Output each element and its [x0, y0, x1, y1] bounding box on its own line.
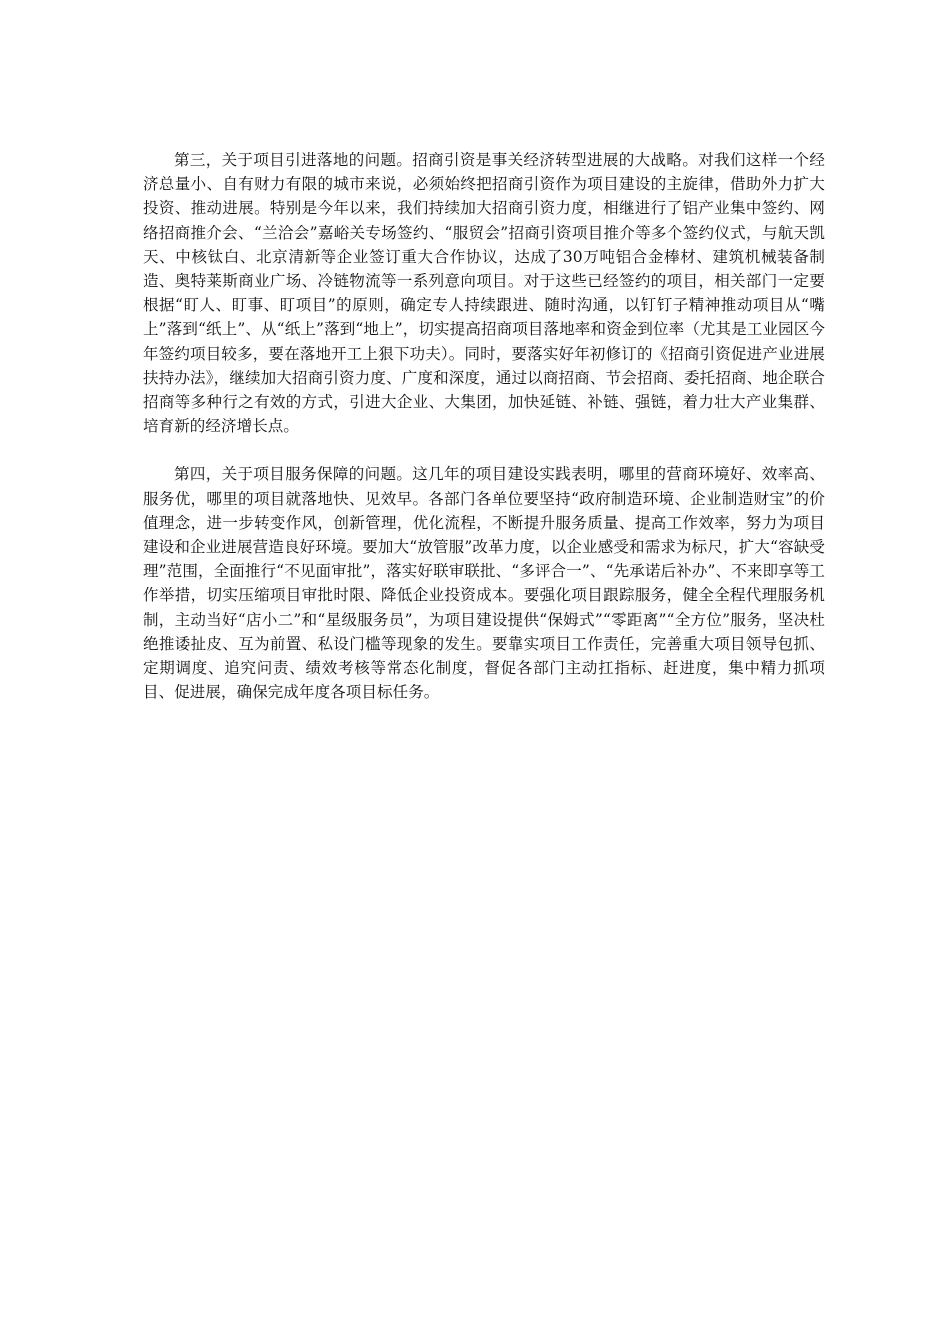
document-body — [143, 148, 825, 704]
paragraph-fourth-project-service: 第四，关于项目服务保障的问题。这几年的项目建设实践表明，哪里的营商环境好、效率高、服务优，哪里的项目就落地快、见效早。各部门各单位要坚持“政府制造环境、企业制造财宝”的价值理念，进一步转变作风，创新管理，优化流程，不断提升服务质量、提高工作效率，努力为项目建设和企业进展营造良好环境。要加大“放管服”改革力度，以企业感受和需求为标尺，扩大“容缺受理”范围，全面推行“不见面审批”，落实好联审联批、“多评合一”、“先承诺后补办”、不来即享等工作举措，切实压缩项目审批时限、降低企业投资成本。要强化项目跟踪服务，健全全程代理服务机制，主动当好“店小二”和“星级服务员”，为项目建设提供“保姆式”“零距离”“全方位”服务，坚决杜绝推诿扯皮、互为前置、私设门槛等现象的发生。要靠实项目工作责任，完善重大项目领导包抓、定期调度、追究问责、绩效考核等常态化制度，督促各部门主动扛指标、赶进度，集中精力抓项目、促进展，确保完成年度各项目标任务。 — [143, 465, 825, 702]
paragraph-third-project-introduction: 第三，关于项目引进落地的问题。招商引资是事关经济转型进展的大战略。对我们这样一个经济总量小、自有财力有限的城市来说，必须始终把招商引资作为项目建设的主旋律，借助外力扩大投资、推动进展。特别是今年以来，我们持续加大招商引资力度，相继进行了铝产业集中签约、网络招商推介会、“兰洽会”嘉峪关专场签约、“服贸会”招商引资项目推介等多个签约仪式，与航天凯天、中核钛白、北京清新等企业签订重大合作协议，达成了30万吨铝合金棒材、建筑机械装备制造、奥特莱斯商业广场、冷链物流等一系列意向项目。对于这些已经签约的项目，相关部门一定要根据“盯人、盯事、盯项目”的原则，确定专人持续跟进、随时沟通，以钉钉子精神推动项目从“嘴上”落到“纸上”、从“纸上”落到“地上”，切实提高招商项目落地率和资金到位率（尤其是工业园区今年签约项目较多，要在落地开工上狠下功夫）。同时，要落实好年初修订的《招商引资促进产业进展扶持办法》，继续加大招商引资力度、广度和深度，通过以商招商、节会招商、委托招商、地企联合招商等多种行之有效的方式，引进大企业、大集团，加快延链、补链、强链，着力壮大产业集群、培育新的经济增长点。 — [143, 151, 825, 436]
